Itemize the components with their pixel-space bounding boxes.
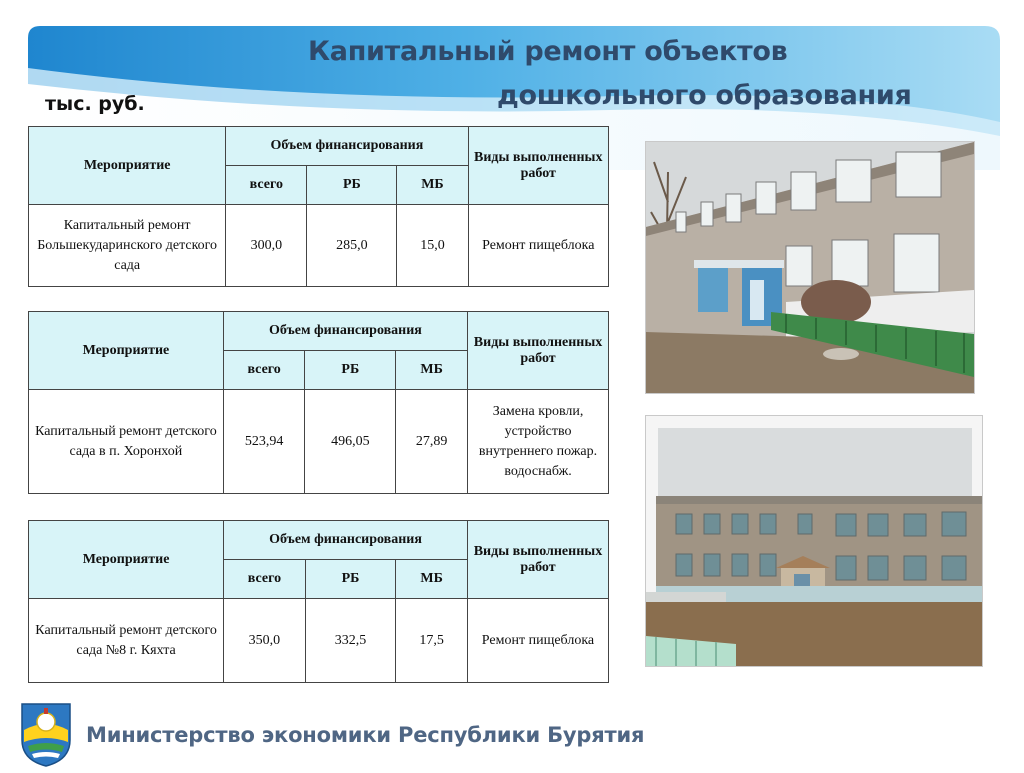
- header-mb: МБ: [397, 166, 468, 205]
- header-funding: Объем финансирования: [226, 127, 468, 166]
- kindergarten-photo-1: [645, 141, 975, 394]
- header-total: всего: [223, 351, 305, 390]
- header-rb: РБ: [305, 351, 396, 390]
- event-cell: Капитальный ремонт детского сада в п. Хоронхой: [29, 390, 224, 494]
- header-total: всего: [224, 560, 306, 599]
- page-title-line2: дошкольного образования: [497, 80, 912, 111]
- event-cell: Капитальный ремонт Большекударинского детского сада: [29, 205, 226, 287]
- mb-cell: 17,5: [396, 599, 468, 683]
- table-row: [29, 599, 609, 683]
- total-cell: 523,94: [223, 390, 305, 494]
- mb-cell: 27,89: [396, 390, 468, 494]
- event-cell: Капитальный ремонт детского сада №8 г. Кяхта: [29, 599, 224, 683]
- ministry-name: Министерство экономики Республики Бурятия: [86, 723, 645, 747]
- rb-cell: 332,5: [305, 599, 396, 683]
- header-works: Виды выполненных работ: [468, 127, 608, 205]
- mb-cell: 15,0: [397, 205, 468, 287]
- header-total: всего: [226, 166, 307, 205]
- rb-cell: 496,05: [305, 390, 396, 494]
- header-event: Мероприятие: [29, 521, 224, 599]
- funding-table-1: [28, 126, 609, 287]
- header-event: Мероприятие: [29, 127, 226, 205]
- header-works: Виды выполненных работ: [467, 521, 608, 599]
- works-cell: Ремонт пищеблока: [467, 599, 608, 683]
- header-funding: Объем финансирования: [224, 521, 468, 560]
- header-mb: МБ: [396, 560, 468, 599]
- total-cell: 350,0: [224, 599, 306, 683]
- works-cell: Ремонт пищеблока: [468, 205, 608, 287]
- works-cell: Замена кровли, устройство внутреннего пожар. водоснабж.: [468, 390, 609, 494]
- page-title-line1: Капитальный ремонт объектов: [308, 36, 788, 67]
- kindergarten-photo-2: [645, 415, 983, 667]
- header-funding: Объем финансирования: [223, 312, 467, 351]
- table-row: [29, 205, 609, 287]
- buryatia-coat-of-arms-icon: [18, 700, 74, 768]
- header-rb: РБ: [305, 560, 396, 599]
- header-event: Мероприятие: [29, 312, 224, 390]
- funding-table-2: [28, 311, 609, 494]
- total-cell: 300,0: [226, 205, 307, 287]
- header-rb: РБ: [307, 166, 397, 205]
- rb-cell: 285,0: [307, 205, 397, 287]
- header-works: Виды выполненных работ: [468, 312, 609, 390]
- units-label: тыс. руб.: [45, 93, 145, 115]
- header-mb: МБ: [396, 351, 468, 390]
- funding-table-3: [28, 520, 609, 683]
- table-row: [29, 390, 609, 494]
